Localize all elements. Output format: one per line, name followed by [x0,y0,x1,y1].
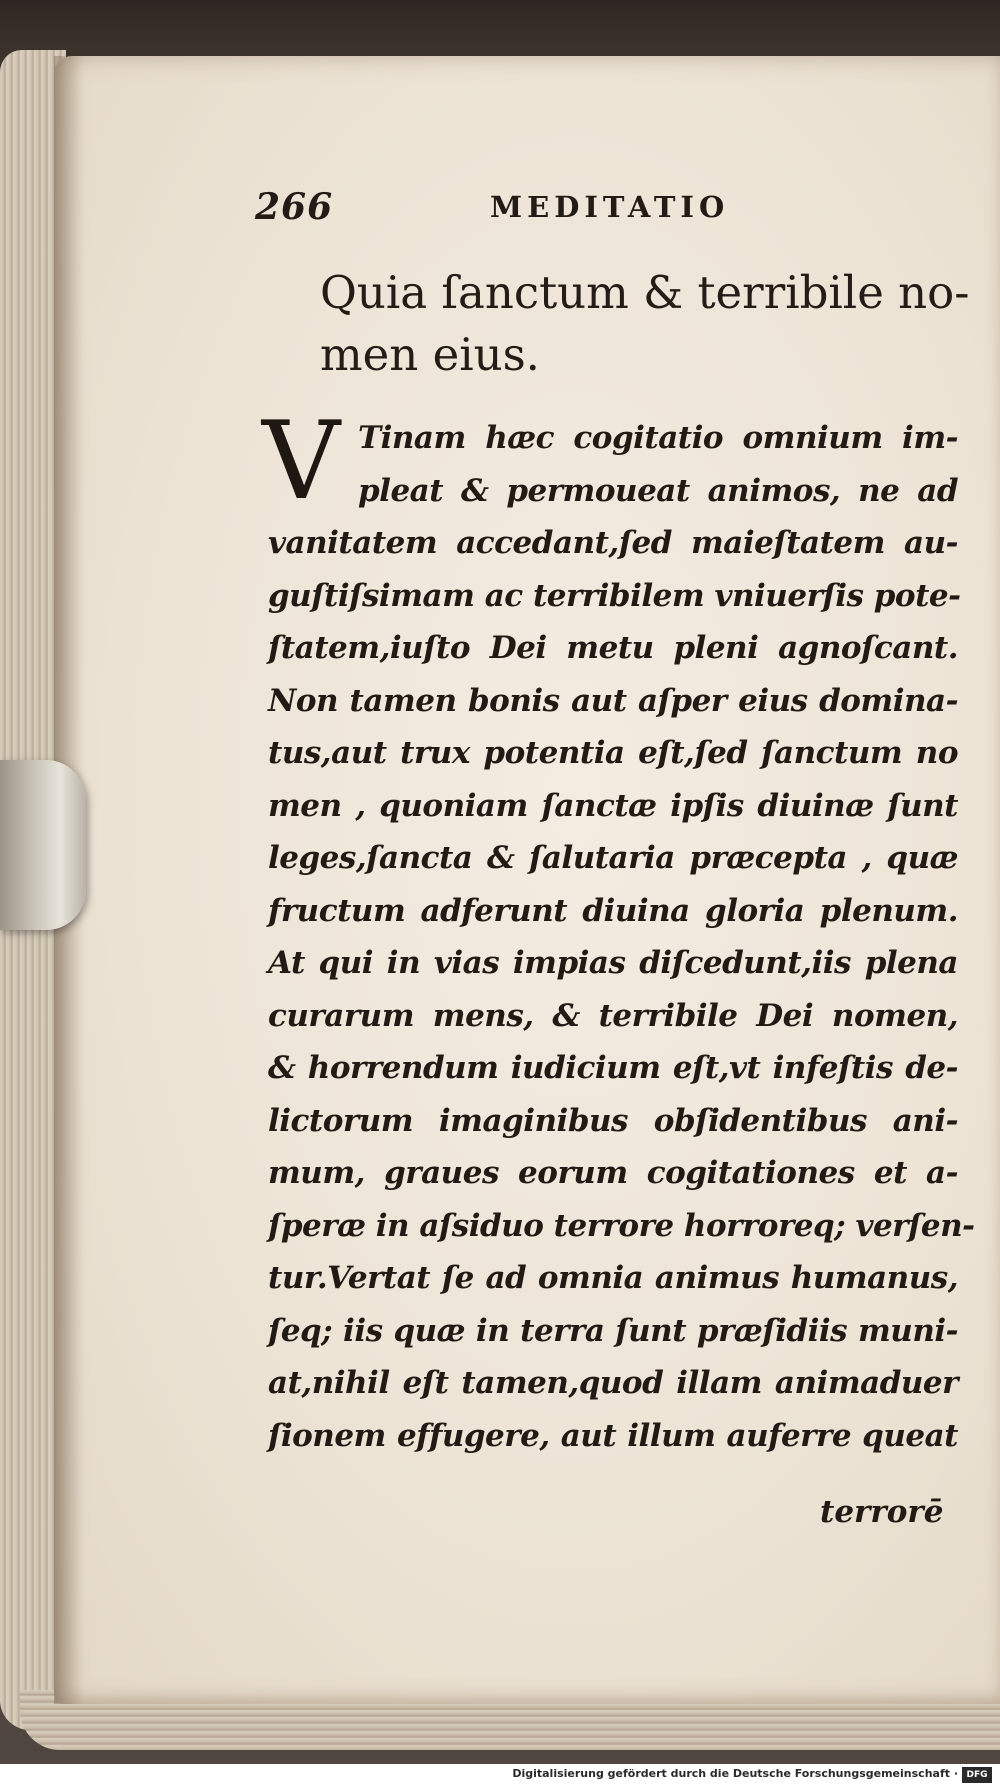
dfg-logo-icon: DFG [962,1767,992,1783]
text-line: lictorum imaginibus obſidentibus ani- [268,1102,958,1139]
title-line: Quia ſanctum & terribile no- [320,266,970,319]
drop-cap: V [262,399,340,524]
section-title [320,262,970,386]
text-line: curarum mens, & terribile Dei nomen, [268,997,958,1034]
text-line: ſeq; iis quæ in terra ſunt præſidiis muni- [268,1312,958,1349]
text-line: & horrendum iudicium eſt,vt infeſtis de- [268,1050,958,1086]
text-line: mum, graues eorum cogitationes et a- [268,1155,958,1191]
body-text [268,412,975,1462]
text-line: At qui in vias impias diſcedunt,iis plena [268,945,958,981]
text-line: ſtatem,iuſto Dei metu pleni agnoſcant. [268,630,958,666]
page-number: 266 [255,186,334,228]
page-header [255,186,855,236]
running-head: MEDITATIO [490,190,730,224]
title-line: men eius. [320,328,540,381]
catchword: terrorē [820,1494,944,1530]
text-line: at,nihil eſt tamen,quod illam animaduer [268,1365,958,1401]
text-line: pleat & permoueat animos, ne ad [358,472,958,509]
text-line: tur.Vertat ſe ad omnia animus humanus, [268,1260,958,1296]
text-line: tus,aut trux potentia eſt,ſed ſanctum no [268,735,958,771]
text-line: leges,ſancta & ſalutaria præcepta , quæ [268,840,958,876]
text-line: Tinam hæc cogitatio omnium im- [358,420,958,456]
text-line: Non tamen bonis aut aſper eius domina- [268,682,958,719]
footer-credit: Digitalisierung gefördert durch die Deutsche Forschungsgemeinschaft · [512,1767,958,1780]
text-line: guſtiſsimam ac terribilem vniuerſis pote- [268,577,961,614]
text-line: ſperæ in aſsiduo terrore horroreq; verſen- [268,1207,975,1244]
text-line: fructum adferunt diuina gloria plenum. [268,892,958,929]
page-clip [0,760,86,930]
text-line: vanitatem accedant,ſed maieſtatem au- [268,525,958,561]
text-line: ſionem effugere, aut illum auferre queat [268,1417,958,1454]
text-line: men , quoniam ſanctæ ipſis diuinæ ſunt [268,787,958,824]
